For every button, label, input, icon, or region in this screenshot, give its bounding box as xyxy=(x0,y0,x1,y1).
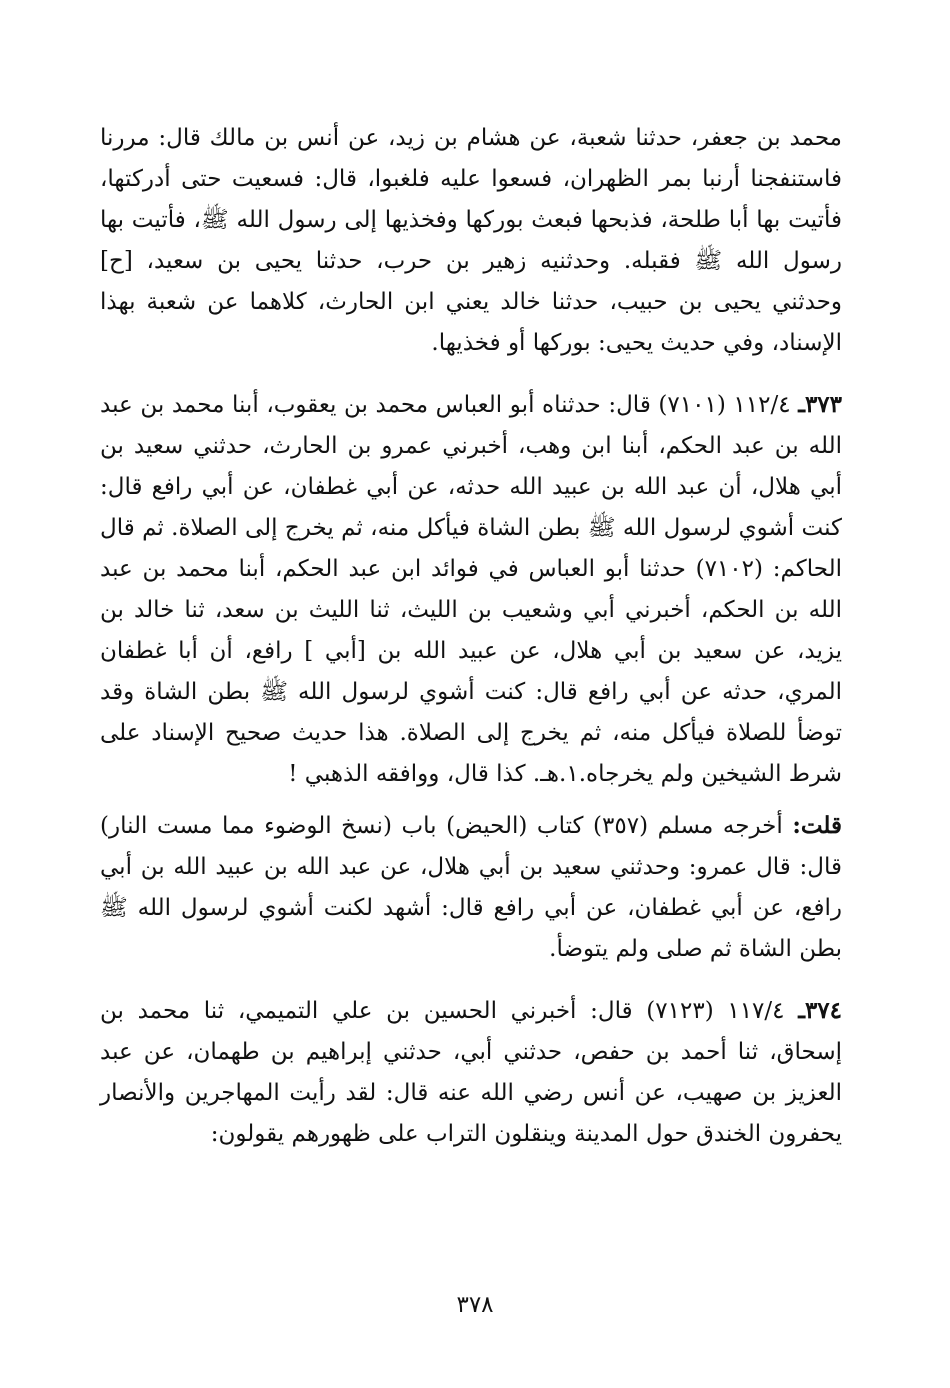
comment-373 xyxy=(100,805,842,970)
intro-text: محمد بن جعفر، حدثنا شعبة، عن هشام بن زيد، عن أنس بن مالك قال: مررنا فاستنفجنا أرنبا بمر الظهران، فسعوا عليه فلغبوا، قال: فسعيت حتى أدركتها، فأتيت بها أبا طلحة، فذبحها فبعث بوركها وفخذيها إلى رسول الله ﷺ، فأتيت بها رسول الله ﷺ فقبله. وحدثنيه زهير بن حرب، حدثنا يحيى بن سعيد، [ح] وحدثني يحيى بن حبيب، حدثنا خالد يعني ابن الحارث، كلاهما عن شعبة بهذا الإسناد، وفي حديث يحيى: بوركها أو فخذيها. xyxy=(100,125,842,356)
entry-number: ٣٧٣ـ xyxy=(798,391,842,418)
entry-text: قال: أخبرني الحسين بن علي التميمي، ثنا محمد بن إسحاق، ثنا أحمد بن حفص، حدثني أبي، حدثني إبراهيم بن طهمان، عن عبد العزيز بن صهيب، عن أنس رضي الله عنه قال: لقد رأيت المهاجرين والأنصار يحفرون الخندق حول المدينة وينقلون التراب على ظهورهم يقولون: xyxy=(100,998,842,1147)
entry-reference: ١١٧/٤ (٧١٢٣) xyxy=(646,998,785,1024)
entry-reference: ١١٢/٤ (٧١٠١) xyxy=(658,392,791,418)
entry-373 xyxy=(100,384,842,795)
comment-text: أخرجه مسلم (٣٥٧) كتاب (الحيض) باب (نسخ الوضوء مما مست النار) قال: قال عمرو: وحدثني سعيد بن أبي هلال، عن عبد الله بن عبيد الله بن أبي رافع، عن أبي غطفان، عن أبي رافع قال: أشهد لكنت أشوي لرسول الله ﷺ بطن الشاة ثم صلى ولم يتوضأ. xyxy=(100,813,842,962)
entry-374 xyxy=(100,990,842,1155)
page-number: ٣٧٨ xyxy=(456,1292,494,1318)
entry-number: ٣٧٤ـ xyxy=(798,997,843,1024)
intro-paragraph xyxy=(100,118,842,364)
comment-lead: قلت: xyxy=(792,812,843,839)
entry-text: قال: حدثناه أبو العباس محمد بن يعقوب، أبنا محمد بن عبد الله بن عبد الحكم، أبنا ابن وهب، أخبرني عمرو بن الحارث، حدثني سعيد بن أبي هلال، أن عبد الله بن عبيد الله حدثه، عن أبي غطفان، عن أبي رافع قال: كنت أشوي لرسول الله ﷺ بطن الشاة فيأكل منه، ثم يخرج إلى الصلاة. ثم قال الحاكم: (٧١٠٢) حدثنا أبو العباس في فوائد ابن عبد الحكم، أبنا محمد بن عبد الله بن الحكم، أخبرني أبي وشعيب بن الليث، ثنا الليث بن سعد، ثنا خالد بن يزيد، عن سعيد بن أبي هلال، عن عبيد الله بن [أبي ] رافع، أن أبا غطفان المري، حدثه عن أبي رافع قال: كنت أشوي لرسول الله ﷺ بطن الشاة وقد توضأ للصلاة فيأكل منه، ثم يخرج إلى الصلاة. هذا حديث صحيح الإسناد على شرط الشيخين ولم يخرجاه.١.هـ. كذا قال، ووافقه الذهبي ! xyxy=(100,392,842,787)
page-body xyxy=(100,118,842,1155)
